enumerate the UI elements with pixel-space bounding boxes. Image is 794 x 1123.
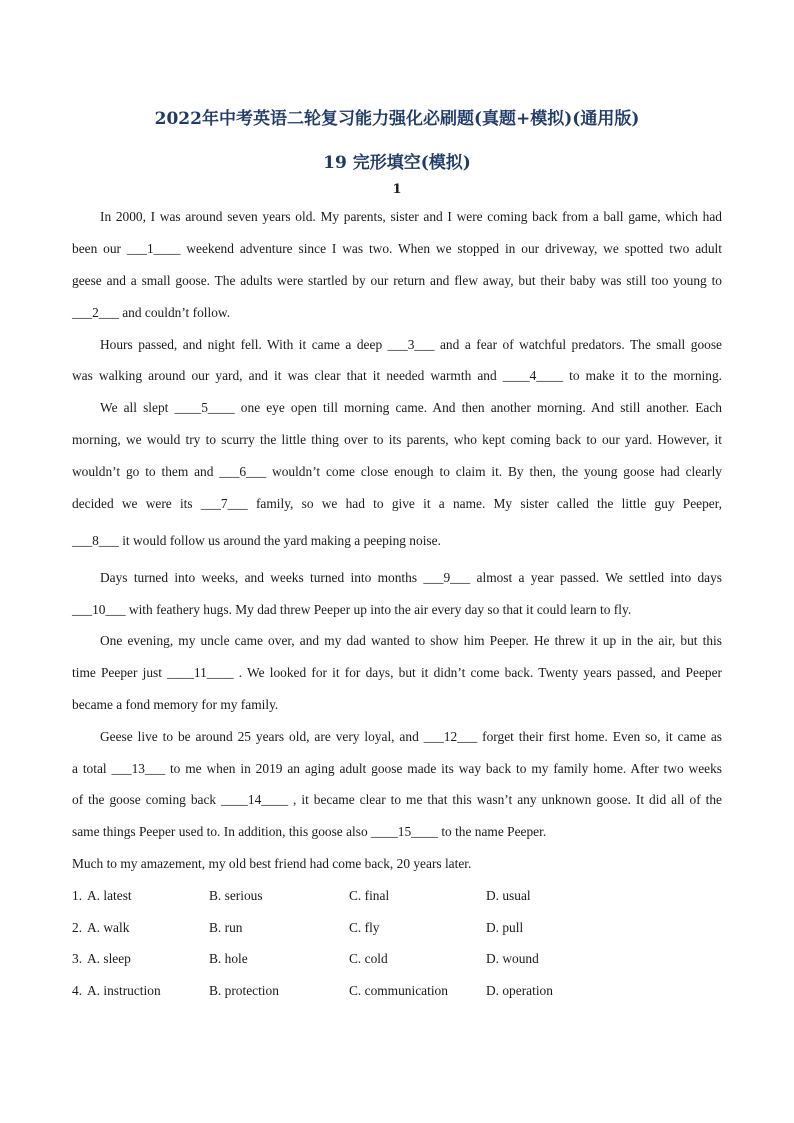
option-b: B. run [209,920,243,935]
passage-line: One evening, my uncle came over, and my dad wanted to show him Peeper. He threw it up in the air, but this [100,633,722,648]
option-b: B. protection [209,983,279,998]
passage-line: a total ___13___ to me when in 2019 an aging adult goose made its way back to my family home. After two weeks [72,761,722,776]
option-c: C. fly [349,920,380,935]
option-a: A. sleep [87,951,131,966]
passage-line: wouldn’t go to them and ___6___ wouldn’t come close enough to claim it. By then, the young goose had clearly [72,464,722,479]
option-a: A. latest [87,888,132,903]
option-a: A. instruction [87,983,161,998]
passage-line: became a fond memory for my family. [72,697,279,712]
passage-line: ___2___ and couldn’t follow. [72,305,231,320]
passage-line: ___8___ it would follow us around the yard making a peeping noise. [72,533,441,548]
passage-line: ___10___ with feathery hugs. My dad threw Peeper up into the air every day so that it could learn to fly. [72,602,632,617]
passage-line: Much to my amazement, my old best friend had come back, 20 years later. [72,856,472,871]
option-c: C. final [349,888,390,903]
passage-line: decided we were its ___7___ family, so we had to give it a name. My sister called the little guy Peeper, [72,496,722,511]
option-d: D. operation [486,983,553,998]
passage-line: Geese live to be around 25 years old, are very loyal, and ___12___ forget their first home. Even so, it came as [100,729,722,744]
passage-line: geese and a small goose. The adults were startled by our return and flew away, but their baby was still too young to [72,273,722,288]
option-c: C. communication [349,983,448,998]
option-b: B. serious [209,888,263,903]
passage-line: time Peeper just ____11____ . We looked for it for days, but it didn’t come back. Twenty years passed, and Peeper [72,665,722,680]
document-title: 2022年中考英语二轮复习能力强化必刷题(真题+模拟)(通用版) [154,109,640,129]
passage-line: In 2000, I was around seven years old. My parents, sister and I were coming back from a ball game, which had [100,209,722,224]
option-d: D. wound [486,951,539,966]
question-number: 3. [72,951,83,966]
passage-line: been our ___1____ weekend adventure since I was two. When we stopped in our driveway, we spotted two adult [72,241,722,256]
passage-line: morning, we would try to scurry the little thing over to its parents, who kept coming back to our yard. However, it [72,432,722,447]
question-number: 1. [72,888,83,903]
section-number: 1 [392,182,402,197]
question-number: 4. [72,983,83,998]
question-number: 2. [72,920,83,935]
passage-line: We all slept ____5____ one eye open till morning came. And then another morning. And still another. Each [100,400,722,415]
passage-line: Hours passed, and night fell. With it came a deep ___3___ and a fear of watchful predators. The small goose [100,337,722,352]
option-d: D. usual [486,888,531,903]
option-d: D. pull [486,920,524,935]
document-subtitle: 19 完形填空(模拟) [323,153,471,173]
passage-line: was walking around our yard, and it was clear that it needed warmth and ____4____ to make it to the morning. [72,368,722,383]
option-a: A. walk [87,920,130,935]
passage-line: same things Peeper used to. In addition, this goose also ____15____ to the name Peeper. [72,824,547,839]
option-c: C. cold [349,951,388,966]
passage-line: of the goose coming back ____14____ , it became clear to me that this wasn’t any unknown goose. It did all of the [72,792,722,807]
passage-line: Days turned into weeks, and weeks turned into months ___9___ almost a year passed. We settled into days [100,570,722,585]
option-b: B. hole [209,951,248,966]
